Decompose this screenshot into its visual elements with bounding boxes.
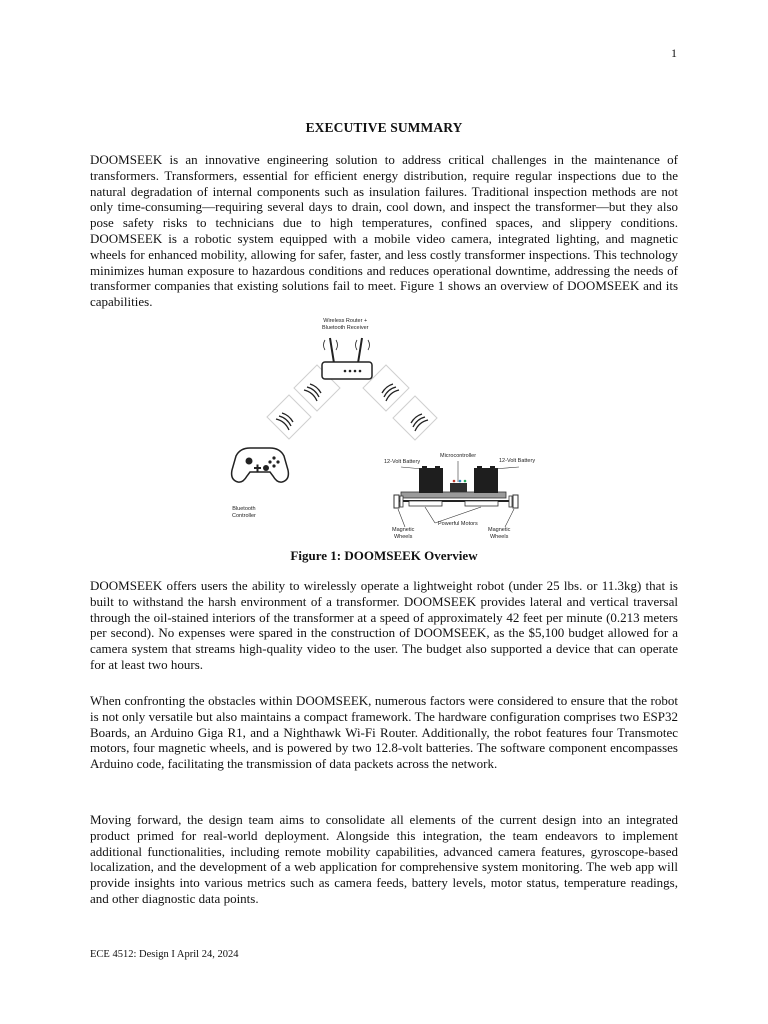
game-controller-icon: [232, 448, 289, 482]
figure-overview: [222, 316, 552, 544]
paragraph-future: Moving forward, the design team aims to consolidate all elements of the current design into an integrated product primed for real-world deployment. Alongside this integration, the team endeavors to implement additional functionalities, including remote mobility capabilities, advanced camera features, gyroscope-based localization, and the development of a web application for comprehensive system monitoring. The web app will provide insights into various metrics such as camera feeds, battery levels, motor status, temperature readings, and other diagnostic data points.: [90, 812, 678, 906]
motors-label: Powerful Motors: [438, 521, 478, 527]
router-label: Wireless Router + Bluetooth Receiver: [322, 318, 369, 331]
overview-diagram: [222, 316, 552, 544]
paragraph-capabilities: DOOMSEEK offers users the ability to wirelessly operate a lightweight robot (under 25 lbs. or 11.3kg) that is built to withstand the harsh environment of a transformer. DOOMSEEK provides lateral and vertical traversal through the oil-stained interiors of the transformer at a speed of approximately 42 feet per minute (0.213 meters per second). No expenses were spared in the construction of DOOMSEEK, as the $5,100 budget allowed for a camera system that streams high-quality video to the user. The budget also supported a device that can operate for at least two hours.: [90, 578, 678, 672]
figure-caption: Figure 1: DOOMSEEK Overview: [290, 548, 478, 563]
paragraph-intro: DOOMSEEK is an innovative engineering solution to address critical challenges in the maintenance of transformers. Transformers, essential for efficient energy distribution, require regular inspections due to the natural degradation of internal components such as insulation failures. Traditional inspection methods are not only time-consuming—requiring several days to drain, cool down, and inspect the transformer—but they also pose safety risks to technicians due to high temperatures, confined spaces, and slippery conditions. DOOMSEEK is a robotic system equipped with a mobile video camera, integrated lighting, and magnetic wheels for enhanced mobility, allowing for safer, faster, and less costly transformer inspections. This technology minimizes human exposure to hazardous conditions and reduces operational downtime, addressing the needs of transformer companies that existing solutions fail to meet. Figure 1 shows an overview of DOOMSEEK and its capabilities.: [90, 152, 678, 310]
page-number: 1: [671, 46, 677, 60]
controller-label: Bluetooth Controller: [232, 506, 256, 519]
paragraph-hardware: When confronting the obstacles within DOOMSEEK, numerous factors were considered to ensure that the robot is not only versatile but also maintains a compact framework. The hardware configuration comprises two ESP32 Boards, an Arduino Giga R1, and a Nighthawk Wi-Fi Router. Additionally, the robot features four Transmotec motors, four magnetic wheels, and is powered by two 12.8-volt batteries. The software component encompasses Arduino code, facilitating the transmission of data packets across the network.: [90, 693, 678, 772]
microcontroller-label: Microcontroller: [440, 453, 477, 459]
section-title: EXECUTIVE SUMMARY: [305, 120, 463, 135]
wheels-left-label: Magnetic Wheels: [392, 527, 415, 540]
robot-chassis-icon: [394, 466, 518, 508]
battery-left-label: 12-Volt Battery: [384, 459, 421, 465]
page-footer: ECE 4512: Design I April 24, 2024: [90, 949, 239, 960]
battery-right-label: 12-Volt Battery: [499, 458, 536, 464]
wheels-right-label: Magnetic Wheels: [488, 527, 511, 540]
router-icon: [322, 338, 372, 379]
